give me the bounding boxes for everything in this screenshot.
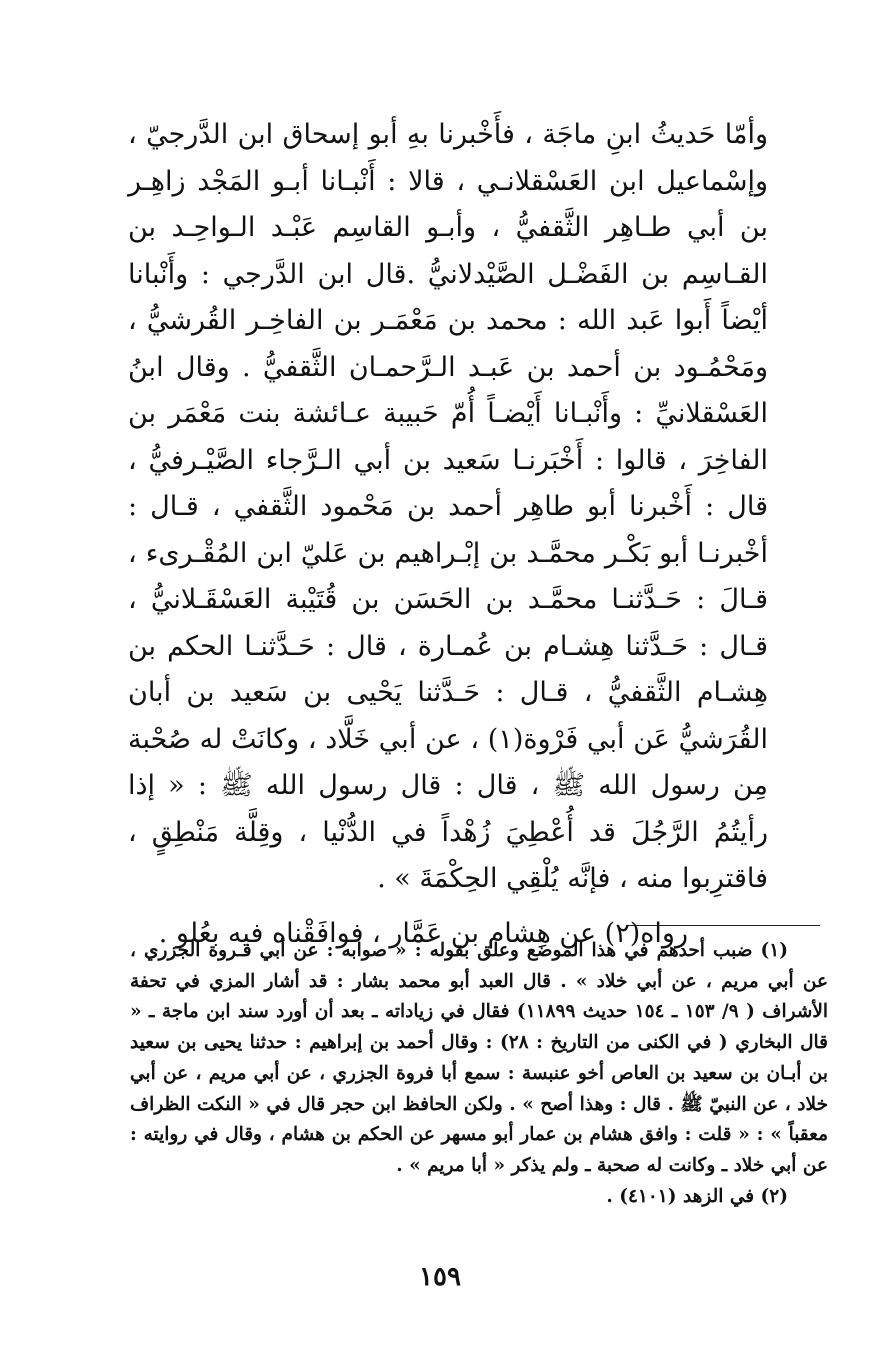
main-text-block [128, 112, 768, 957]
footnote-divider [627, 925, 820, 926]
page-number: ١٥٩ [419, 1262, 461, 1292]
reference-line: رواه(٢) عن هِشام بن عَمَّار ، فوافَقْناه فيه بعُلو . [158, 917, 688, 949]
footnote-1: (١) ضبب أحدهم في هذا الموضع وعلق بقوله : « صوابه : عن أبي فـروة الجزري ، عن أبي مريم ، عن أبي خلاد » . قال العبد أبو محمد بشار : قد أشار المزي في تحفة الأشراف ( ٩/ ١٥٣ ـ ١٥٤ حديث ١١٨٩٩) فقال في زياداته ـ بعد أن أورد سند ابن ماجة ـ « قال البخاري ( في الكنى من التاريخ : ٢٨) : وقال أحمد بن إبراهيم : حدثنا يحيى بن سعيد بن أبـان بن سعيد بن العاص أخو عنبسة : سمع أبا فروة الجزري ، عن أبي مريم ، عن أبي خلاد ، عن النبيّ ﷺ . قال : وهذا أصح » . ولكن الحافظ ابن حجر قال في « النكت الظراف معقباً » : « قلت : وافق هشام بن عمار أبو مسهر عن الحكم بن هشام ، وقال في روايته : عن أبي خلاد ـ وكانت له صحبة ـ ولم يذكر « أبا مريم » . [130, 940, 829, 1176]
footnotes-block [130, 936, 828, 1212]
footnote-2: (٢) في الزهد (٤١٠١) . [606, 1185, 788, 1207]
hadith-paragraph: وأمّا حَديثُ ابنِ ماجَة ، فأَخْبرنا بهِ أبو إسحاق ابن الدَّرجيّ ، وإسْماعيل ابن العَسْقلانـي ، قالا : أَنْبـانا أبـو المَجْد زاهِـر بن أبي طـاهِر الثَّقفيُّ ، وأبـو القاسِم عَبْـد الـواحِـد بن القـاسِم بن الفَضْـل الصَّيْدلانيُّ .قال ابن الدَّرجي : وأَنْبانا أيْضاً أَبوا عَبد الله : محمد بن مَعْمَـر بن الفاخِـر القُرشيُّ ، ومَحْمُـود بن أحمد بن عَبـد الـرَّحمـان الثَّقفيُّ . وقال ابنُ العَسْقلانيِّ : وأَنْبـانا أَيْضـاً أُمّ حَبيبة عـائشة بنت مَعْمَر بن الفاخِرَ ، قالوا : أَخْبَرنـا سَعيد بن أبي الـرَّجاء الصَّيْـرفيُّ ، قال : أَخْبرنا أبو طاهِر أحمد بن مَحْمود الثَّقفي ، قـال : أخْبرنـا أبو بَكْـر محمَّـد بن إبْـراهيم بن عَليّ ابن المُقْـرىء ، قـالَ : حَـدَّثنـا محمَّـد بن الحَسَن بن قُتَيْبة العَسْقَـلانيُّ ، قـال : حَـدَّثنا هِشـام بن عُمـارة ، قال : حَـدَّثنـا الحكم بن هِشـام الثَّقفيُّ ، قـال : حَـدَّثنا يَحْيى بن سَعيد بن أبان القُرَشيُّ عَن أبي فَرْوة(١) ، عن أبي خَلَّاد ، وكانَتْ له صُحْبة مِن رسول الله ﷺ ، قال : قال رسول الله ﷺ : « إذا رأيتُمُ الرَّجُلَ قد أُعْطِيَ زُهْداً في الدُّنْيا ، وقِلَّة مَنْطِقٍ ، فاقترِبوا منه ، فإنَّه يُلْقِي الحِكْمَةَ » . [128, 119, 768, 894]
